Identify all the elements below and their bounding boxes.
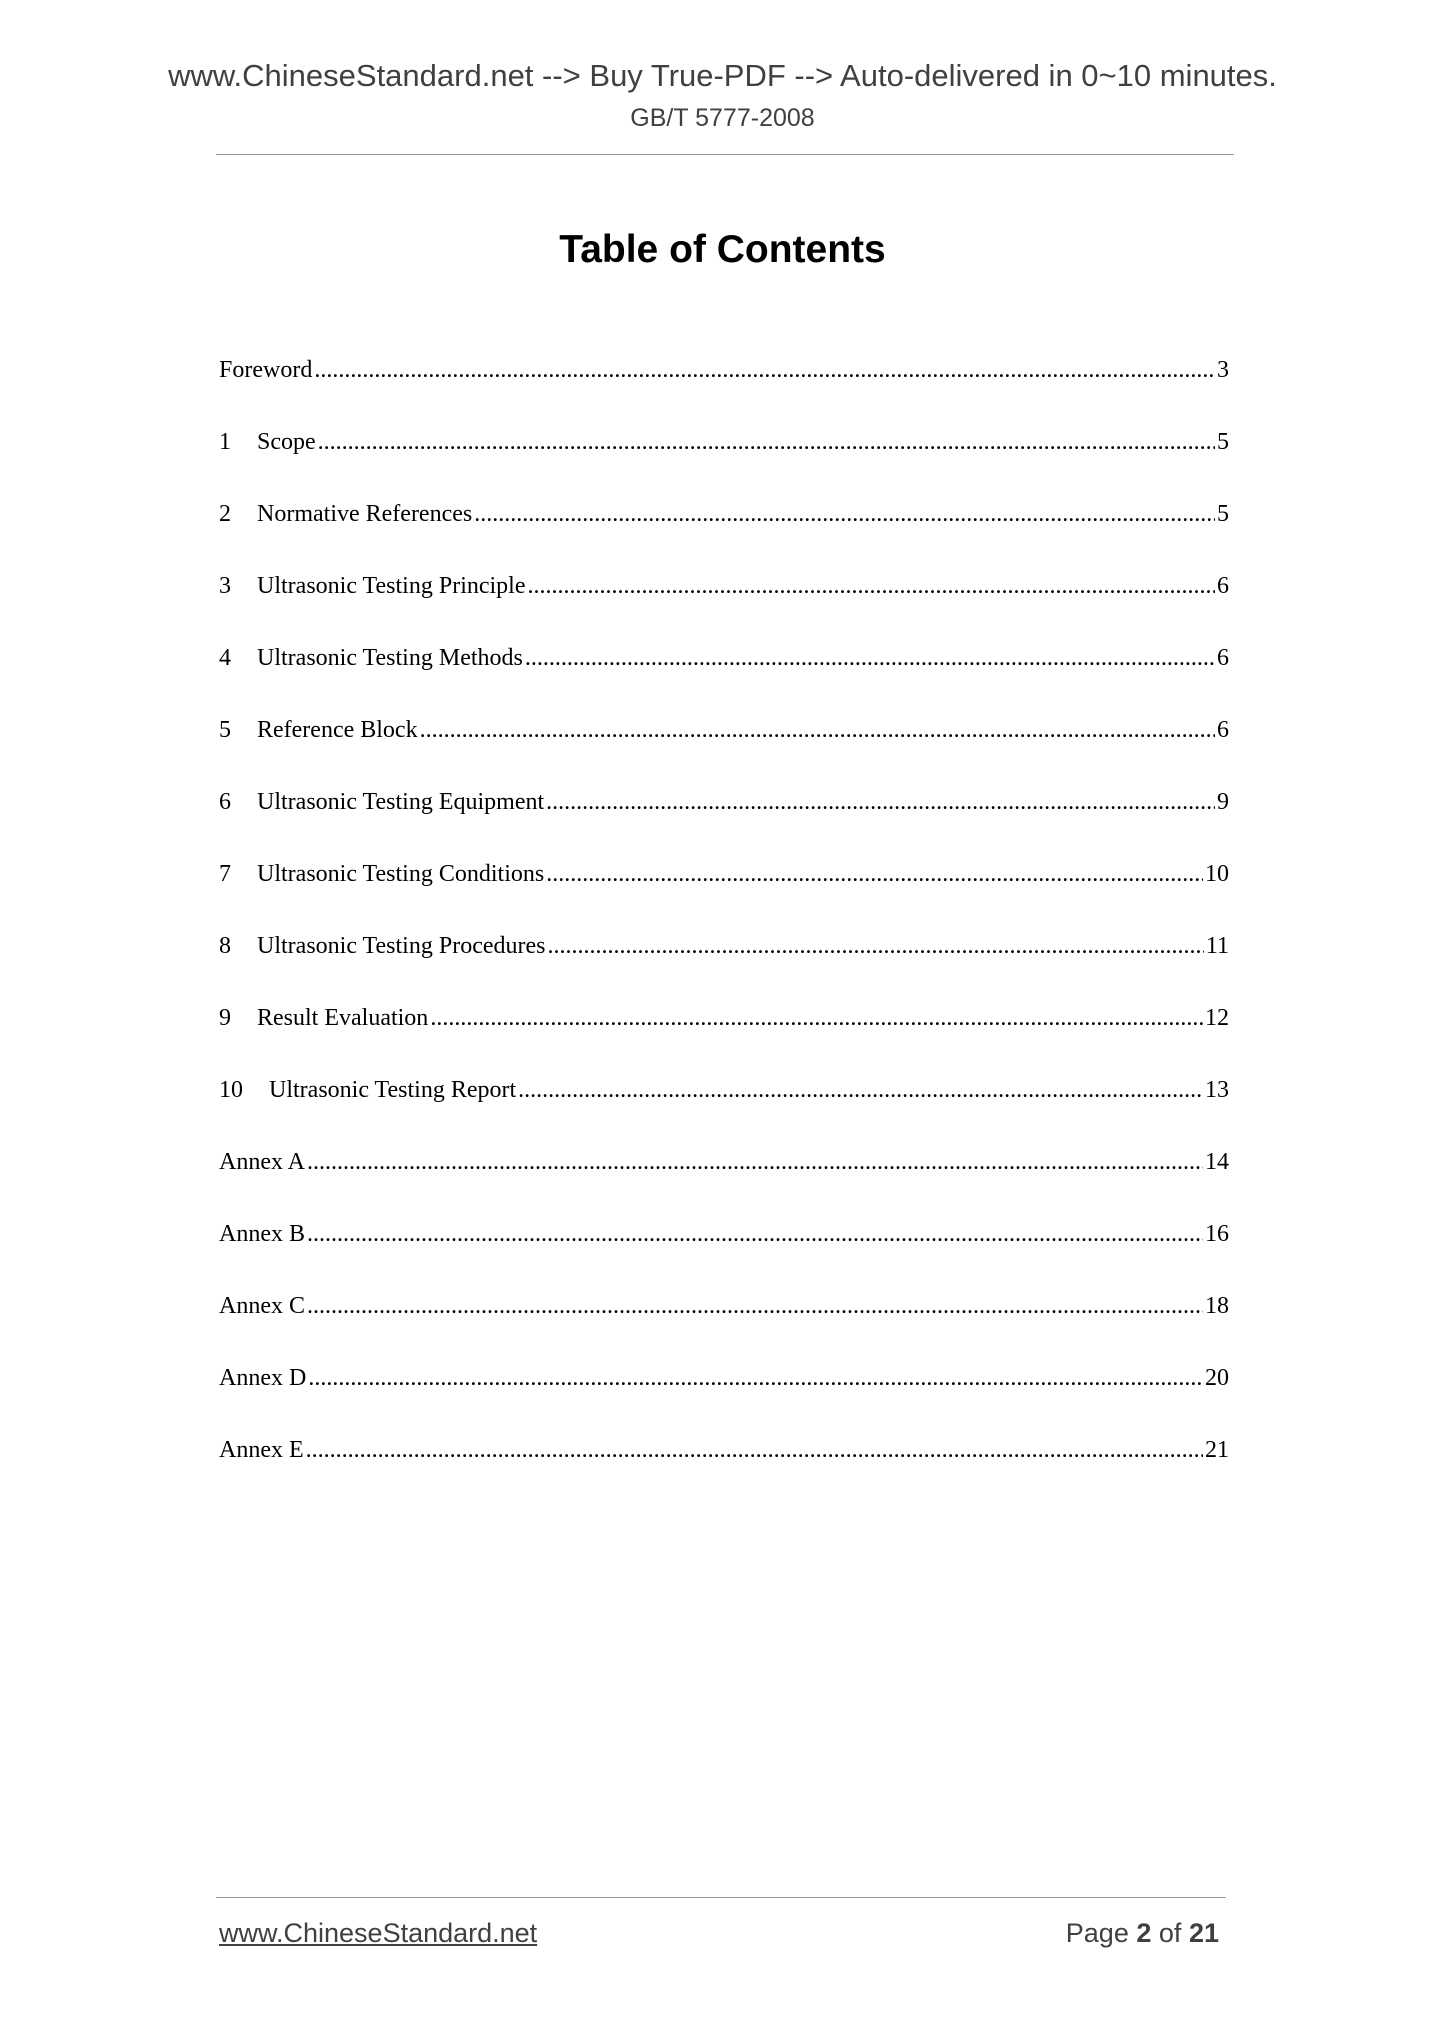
toc-entry-page: 14 (1205, 1149, 1229, 1175)
toc-entry-result-evaluation[interactable] (219, 1000, 1229, 1072)
toc-dot-leader (308, 1360, 1203, 1396)
toc-entry-label: Ultrasonic Testing Report (269, 1077, 517, 1103)
toc-dot-leader (307, 1216, 1203, 1252)
toc-entry-label: Foreword (219, 357, 313, 383)
toc-dot-leader (314, 352, 1215, 388)
toc-entry-number: 3 (219, 573, 231, 599)
toc-entry-scope[interactable] (219, 424, 1229, 496)
page-separator: of (1158, 1918, 1182, 1948)
toc-entry-label: Result Evaluation (257, 1005, 429, 1031)
toc-list (219, 352, 1229, 1504)
toc-dot-leader (430, 1000, 1203, 1036)
toc-entry-label: Annex E (219, 1437, 304, 1463)
toc-entry-testing-procedures[interactable] (219, 928, 1229, 1000)
toc-dot-leader (307, 1144, 1203, 1180)
toc-entry-number: 7 (219, 861, 231, 887)
toc-entry-page: 6 (1217, 645, 1229, 671)
toc-entry-page: 16 (1205, 1221, 1229, 1247)
toc-entry-annex-d[interactable] (219, 1360, 1229, 1432)
toc-entry-label: Annex D (219, 1365, 307, 1391)
header-divider (216, 154, 1234, 155)
toc-entry-normative-references[interactable] (219, 496, 1229, 568)
toc-entry-page: 11 (1205, 933, 1229, 959)
toc-entry-page: 10 (1205, 861, 1229, 887)
toc-entry-page: 5 (1217, 501, 1229, 527)
toc-entry-page: 21 (1205, 1437, 1229, 1463)
toc-entry-page: 6 (1217, 573, 1229, 599)
toc-dot-leader (420, 712, 1215, 748)
toc-entry-foreword[interactable] (219, 352, 1229, 424)
footer-site-link[interactable]: www.ChineseStandard.net (219, 1918, 538, 1948)
page-prefix: Page (1065, 1918, 1129, 1948)
toc-entry-label: Scope (257, 429, 316, 455)
footer-divider (216, 1897, 1226, 1898)
toc-entry-page: 20 (1205, 1365, 1229, 1391)
toc-entry-testing-methods[interactable] (219, 640, 1229, 712)
toc-entry-annex-b[interactable] (219, 1216, 1229, 1288)
toc-entry-number: 10 (219, 1077, 243, 1103)
toc-entry-number: 9 (219, 1005, 231, 1031)
toc-entry-annex-a[interactable] (219, 1144, 1229, 1216)
toc-entry-testing-conditions[interactable] (219, 856, 1229, 928)
toc-entry-testing-equipment[interactable] (219, 784, 1229, 856)
toc-entry-number: 5 (219, 717, 231, 743)
toc-entry-label: Reference Block (257, 717, 418, 743)
toc-entry-annex-c[interactable] (219, 1288, 1229, 1360)
header-banner: www.ChineseStandard.net --> Buy True-PDF --> Auto-delivered in 0~10 minutes. (168, 58, 1277, 93)
toc-dot-leader (306, 1432, 1203, 1468)
toc-entry-number: 8 (219, 933, 231, 959)
toc-entry-page: 9 (1217, 789, 1229, 815)
toc-dot-leader (318, 424, 1215, 460)
toc-entry-label: Ultrasonic Testing Procedures (257, 933, 546, 959)
toc-dot-leader (528, 568, 1216, 604)
toc-entry-reference-block[interactable] (219, 712, 1229, 784)
toc-dot-leader (525, 640, 1215, 676)
toc-entry-label: Annex A (219, 1149, 305, 1175)
toc-entry-label: Ultrasonic Testing Conditions (257, 861, 545, 887)
toc-entry-page: 3 (1217, 357, 1229, 383)
toc-dot-leader (546, 856, 1203, 892)
page-total: 21 (1188, 1918, 1219, 1948)
toc-entry-page: 5 (1217, 429, 1229, 455)
toc-dot-leader (546, 784, 1215, 820)
toc-entry-label: Ultrasonic Testing Methods (257, 645, 523, 671)
toc-entry-number: 2 (219, 501, 231, 527)
toc-entry-testing-report[interactable] (219, 1072, 1229, 1144)
standard-code: GB/T 5777-2008 (630, 104, 815, 132)
page-number (1066, 1918, 1219, 1949)
toc-entry-page: 12 (1205, 1005, 1229, 1031)
page-title: Table of Contents (559, 228, 886, 271)
toc-entry-page: 13 (1205, 1077, 1229, 1103)
toc-entry-number: 4 (219, 645, 231, 671)
toc-entry-number: 1 (219, 429, 231, 455)
toc-entry-page: 18 (1205, 1293, 1229, 1319)
toc-entry-label: Ultrasonic Testing Principle (257, 573, 526, 599)
toc-dot-leader (547, 928, 1203, 964)
toc-dot-leader (474, 496, 1215, 532)
toc-entry-label: Ultrasonic Testing Equipment (257, 789, 545, 815)
toc-entry-annex-e[interactable] (219, 1432, 1229, 1504)
toc-dot-leader (307, 1288, 1203, 1324)
toc-entry-label: Annex B (219, 1221, 305, 1247)
toc-dot-leader (518, 1072, 1203, 1108)
toc-entry-testing-principle[interactable] (219, 568, 1229, 640)
toc-entry-number: 6 (219, 789, 231, 815)
toc-entry-page: 6 (1217, 717, 1229, 743)
toc-entry-label: Annex C (219, 1293, 305, 1319)
toc-entry-label: Normative References (257, 501, 473, 527)
page-current: 2 (1136, 1918, 1152, 1948)
